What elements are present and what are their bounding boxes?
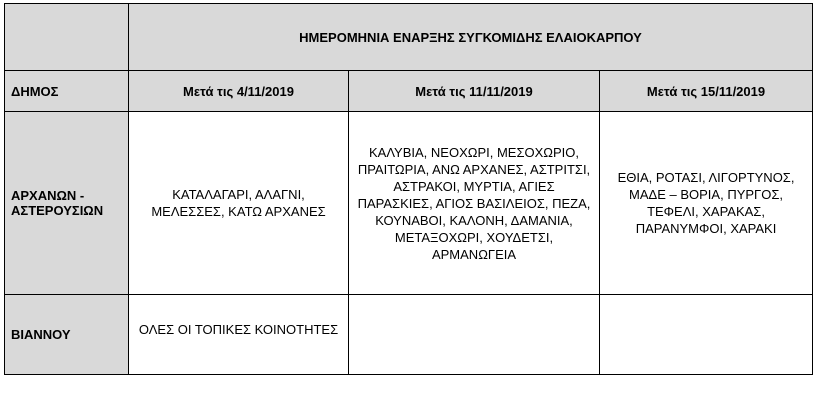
dimos-column-header: ΔΗΜΟΣ: [5, 71, 129, 112]
harvest-dates-table: [4, 3, 813, 375]
table-row: [5, 295, 813, 375]
villages-cell: [349, 295, 600, 375]
dimos-name: ΒΙΑΝΝΟΥ: [5, 295, 129, 375]
corner-cell: [5, 4, 129, 71]
villages-cell: ΕΘΙΑ, ΡΟΤΑΣΙ, ΛΙΓΟΡΤΥΝΟΣ, ΜΑΔΕ – ΒΟΡΙΑ, ΠΥΡΓΟΣ, ΤΕΦΕΛΙ, ΧΑΡΑΚΑΣ, ΠΑΡΑΝΥΜΦΟΙ, ΧΑΡΑΚΙ: [600, 112, 813, 295]
table-title: ΗΜΕΡΟΜΗΝΙΑ ΕΝΑΡΞΗΣ ΣΥΓΚΟΜΙΔΗΣ ΕΛΑΙΟΚΑΡΠΟΥ: [129, 4, 813, 71]
dimos-name: ΑΡΧΑΝΩΝ - ΑΣΤΕΡΟΥΣΙΩΝ: [5, 112, 129, 295]
table-row: [5, 112, 813, 295]
date-header-3: Μετά τις 15/11/2019: [600, 71, 813, 112]
date-header-row: [5, 71, 813, 112]
villages-cell: [600, 295, 813, 375]
villages-cell: ΚΑΛΥΒΙΑ, ΝΕΟΧΩΡΙ, ΜΕΣΟΧΩΡΙΟ, ΠΡΑΙΤΩΡΙΑ, ΑΝΩ ΑΡΧΑΝΕΣ, ΑΣΤΡΙΤΣΙ, ΑΣΤΡΑΚΟΙ, ΜΥΡΤΙΑ, ΑΓΙΕΣ ΠΑΡΑΣΚΙΕΣ, ΑΓΙΟΣ ΒΑΣΙΛΕΙΟΣ, ΠΕΖΑ, ΚΟΥΝΑΒΟΙ, ΚΑΛΟΝΗ, ΔΑΜΑΝΙΑ, ΜΕΤΑΞΟΧΩΡΙ, ΧΟΥΔΕΤΣΙ, ΑΡΜΑΝΩΓΕΙΑ: [349, 112, 600, 295]
villages-cell: ΟΛΕΣ ΟΙ ΤΟΠΙΚΕΣ ΚΟΙΝΟΤΗΤΕΣ: [129, 295, 349, 375]
villages-cell: ΚΑΤΑΛΑΓΑΡΙ, ΑΛΑΓΝΙ, ΜΕΛΕΣΣΕΣ, ΚΑΤΩ ΑΡΧΑΝΕΣ: [129, 112, 349, 295]
title-row: [5, 4, 813, 71]
date-header-2: Μετά τις 11/11/2019: [349, 71, 600, 112]
date-header-1: Μετά τις 4/11/2019: [129, 71, 349, 112]
